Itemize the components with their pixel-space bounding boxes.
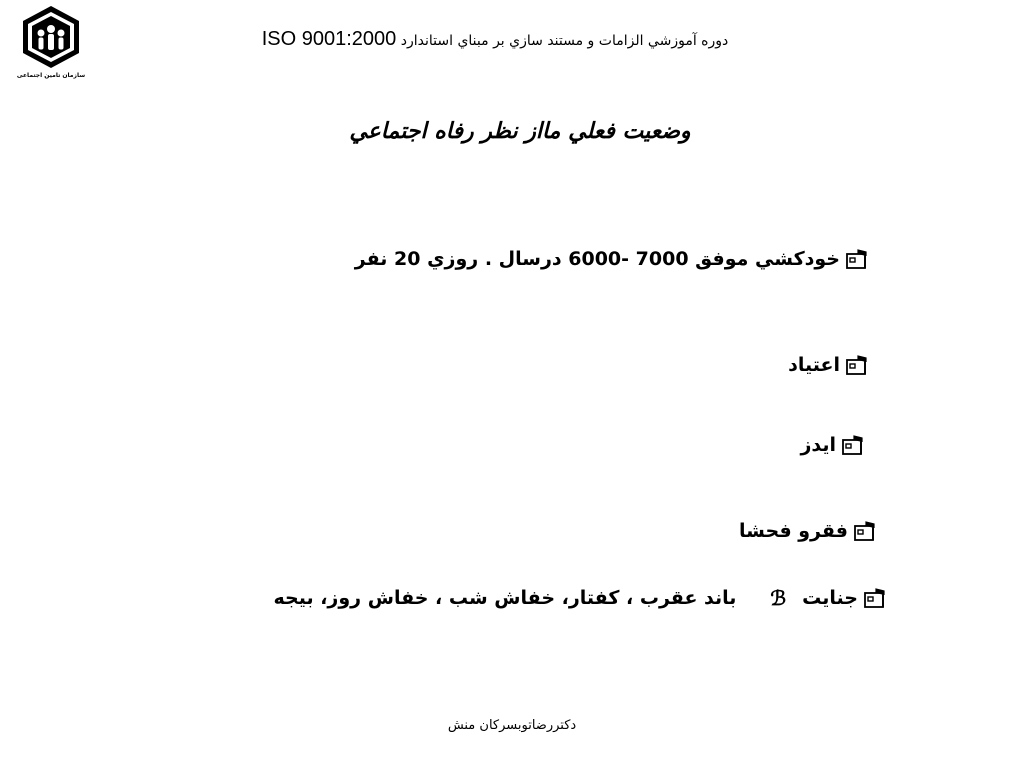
bullet-item (355, 248, 870, 270)
folder-icon (844, 248, 870, 270)
logo-emblem-icon (16, 4, 86, 70)
folder-icon (844, 354, 870, 376)
bullet-item (800, 434, 866, 456)
organization-logo (16, 4, 86, 84)
bullet-item (788, 354, 870, 376)
folder-icon (852, 520, 878, 542)
folder-icon (840, 434, 866, 456)
bullet-item (273, 586, 888, 610)
bullet-item (739, 520, 878, 542)
bullet-text: فقرو فحشا (739, 520, 848, 542)
iso-standard-label: ISO 9001:2000 (261, 28, 397, 50)
course-title: دوره آموزشي الزامات و مستند سازي بر مبناي استاندارد (400, 33, 729, 49)
course-header (230, 28, 760, 51)
folder-icon (862, 587, 888, 609)
sub-bullet-symbol: ℬ (770, 586, 787, 610)
bullet-text: ايدز (800, 434, 836, 456)
bullet-detail-text: باند عقرب ، كفتار، خفاش شب ، خفاش روز، بيجه (273, 587, 737, 609)
bullet-text: جنايت (802, 587, 858, 609)
slide-title: وضعيت فعلي مااز نظر رفاه اجتماعي (349, 118, 691, 144)
logo-caption: سازمان تامین اجتماعی (16, 72, 86, 79)
author-footer: دكتررضاتوبسركان منش (447, 718, 577, 733)
bullet-text: خودكشي موفق 7000 -6000 درسال . روزي 20 نفر (354, 248, 840, 270)
bullet-text: اعتياد (788, 354, 840, 376)
